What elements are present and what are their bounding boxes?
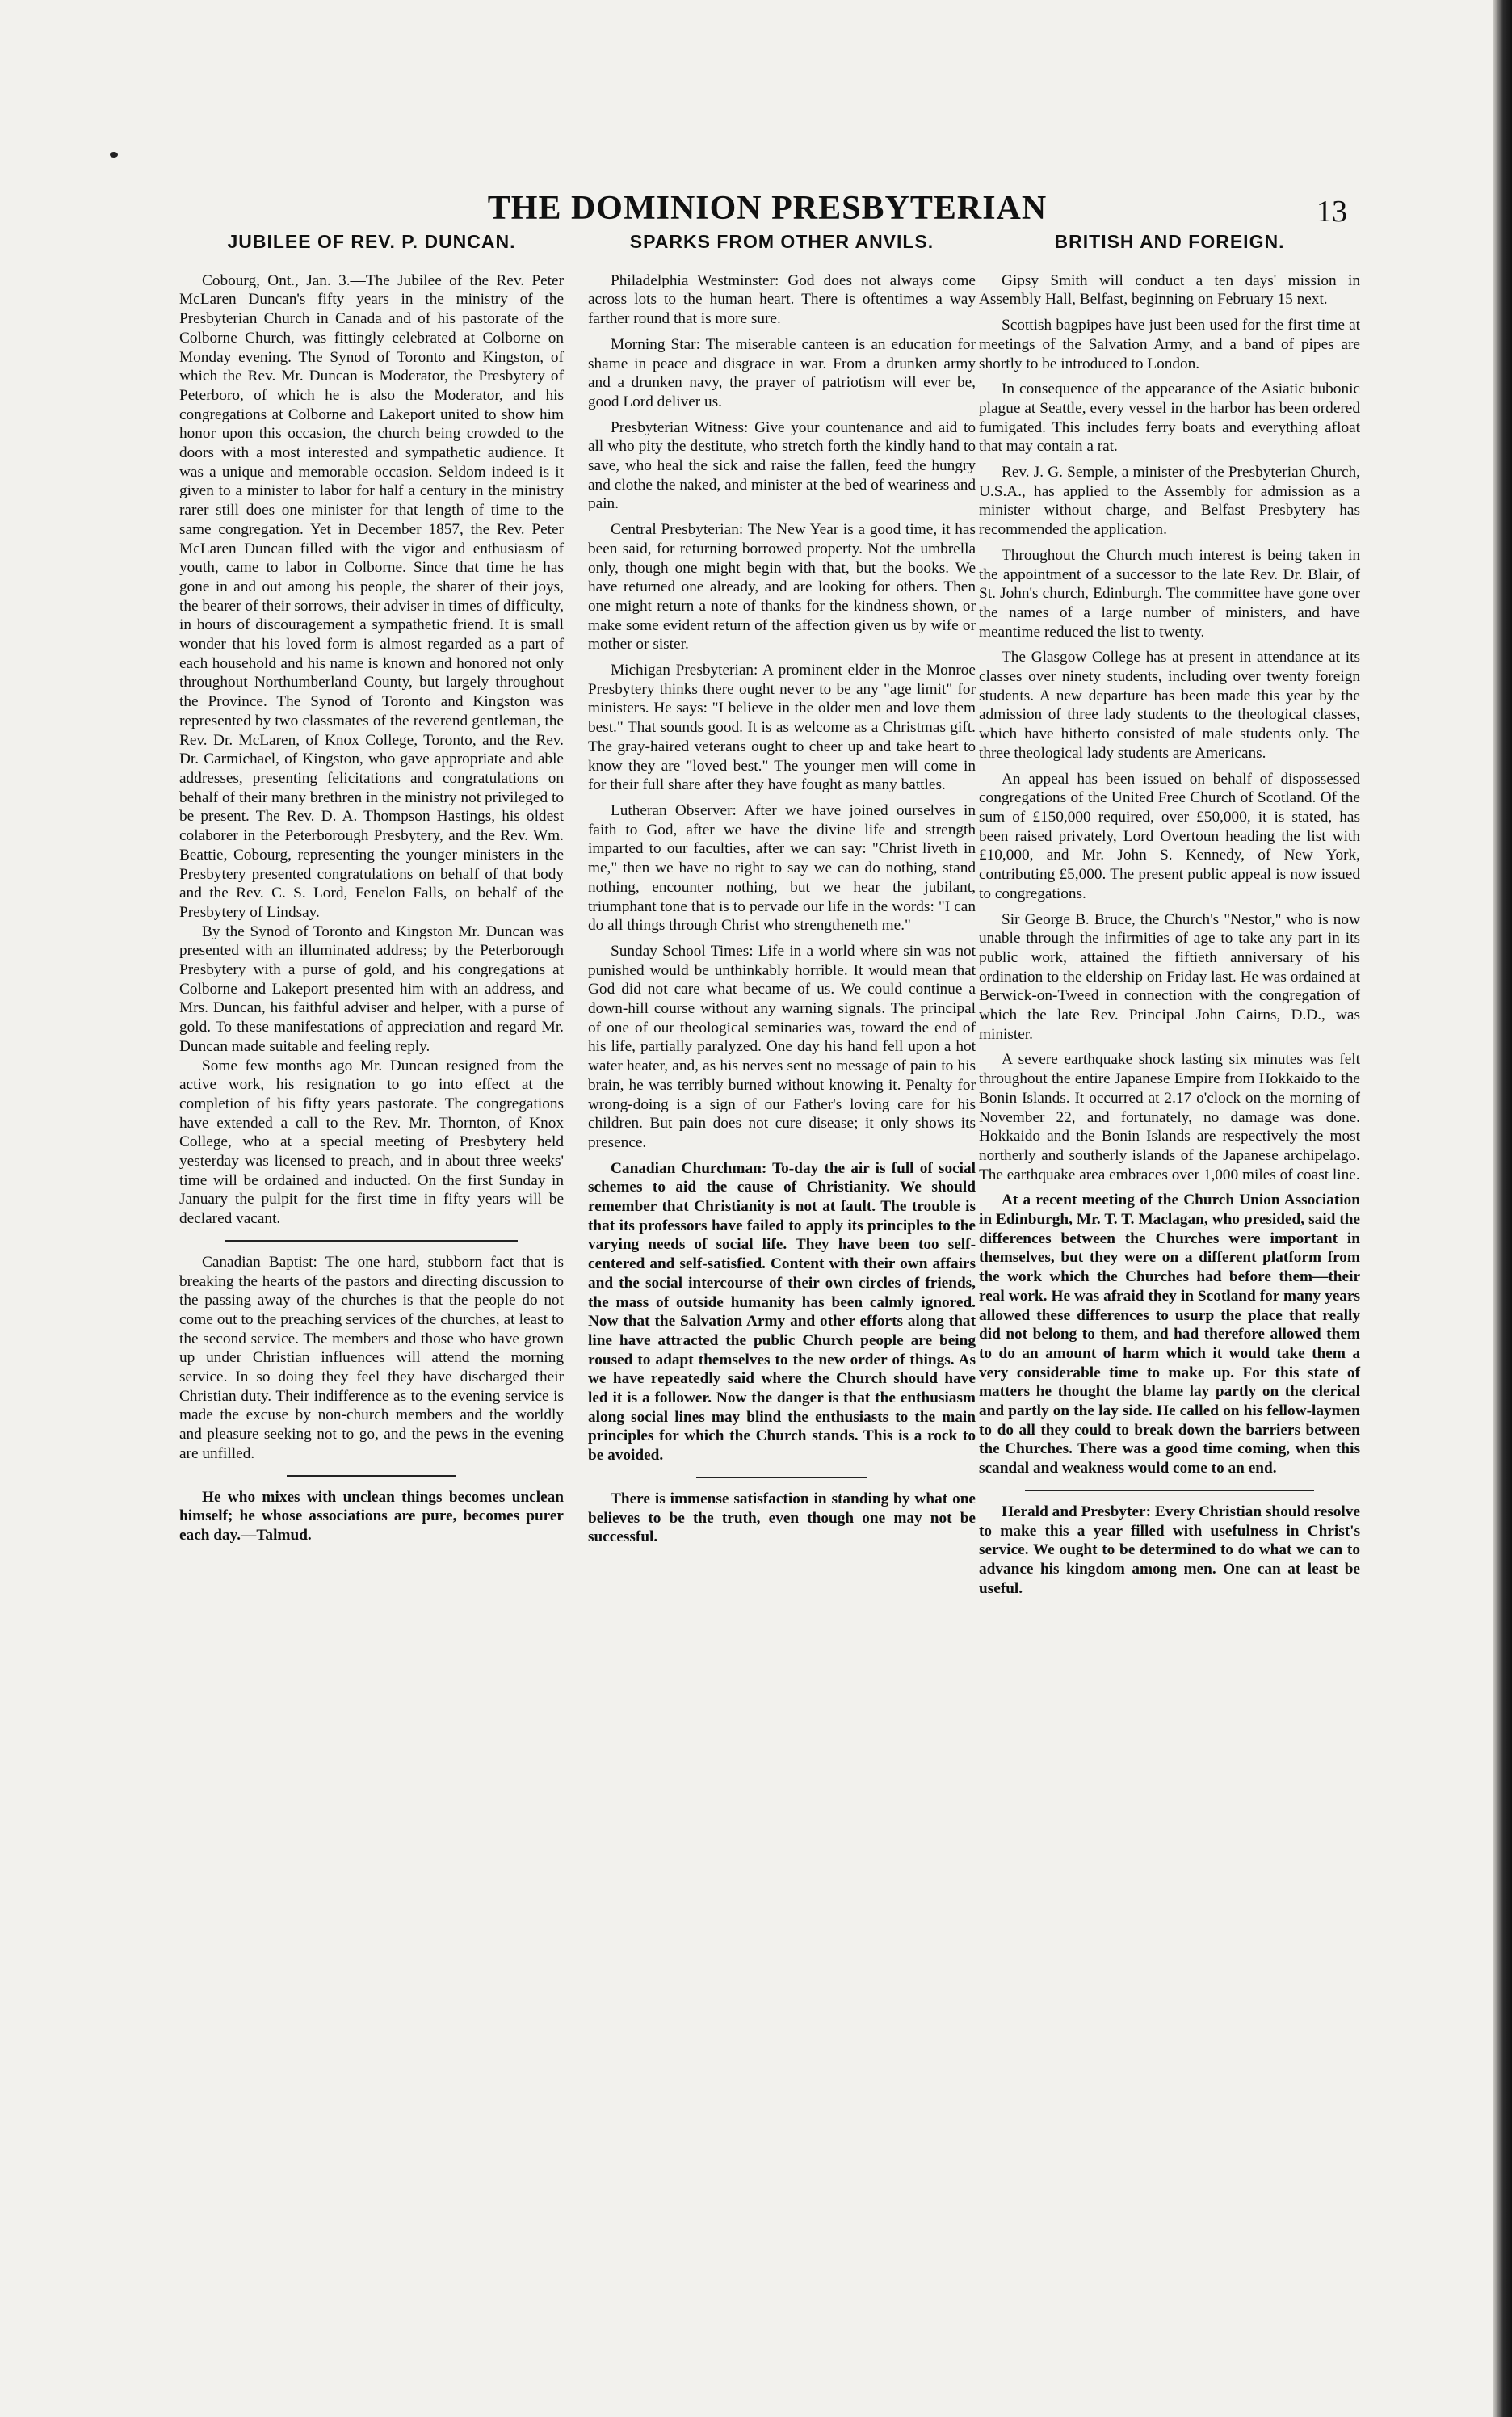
news-item: An appeal has been issued on behalf of dispossessed congregations of the United Free Church of Scotland. Of the sum of £150,000 required, over £50,000, it is stated, has been raised privately, Lord Overtoun heading the list with £10,000, and Mr. John S. Kennedy, of New York, contributing £5,000. The present public appeal is now issued to congregations.: [979, 770, 1360, 902]
article-paragraph: Lutheran Observer: After we have joined ourselves in faith to God, after we have the divine life and strength imparted to our faculties, after we can say: "Christ liveth in me," then we have no right to say we can do nothing, stand nothing, encounter nothing, but we hear the jubilant, triumphant tone that is to pervade our life in the words: "I can do all things through Christ who strengtheneth me.": [588, 801, 976, 935]
news-item: A severe earthquake shock lasting six minutes was felt throughout the entire Japanese Empire from Hokkaido to the Bonin Islands. It occurred at 2.17 o'clock on the morning of November 22, and fortunately, no damage was done. Hokkaido and the Bonin Islands are respectively the most northerly and southerly islands of the Japanese archipelago. The earthquake area embraces over 1,000 miles of coast line.: [979, 1051, 1360, 1183]
article-paragraph: Canadian Baptist: The one hard, stubborn fact that is breaking the hearts of the pastors and directing discussion to the passing away of the churches is that the people do not come out to the preaching services of the churches, at least to the second service. The members and those who have grown up under Christian influences will attend the morning service. In so doing they feel they have discharged their Christian duty. Their indifference as to the evening service is made the excuse by non-church members and the worldly and pleasure seeking not to go, and the pews in the evening are unfilled.: [179, 1253, 564, 1462]
column-divider-rule: [1025, 1490, 1315, 1491]
article-paragraph: Canadian Churchman: To-day the air is full of social schemes to aid the cause of Christianity. We should remember that Christianity is not at fault. The trouble is that its professors have failed to apply its principles to the varying needs of social life. They have been too self-centered and self-satisfied. Content with their own affairs and the social intercourse of their own circles of friends, the mass of outside humanity has been calmly ignored. Now that the Salvation Army and other efforts along that line have attracted the public Church people are being roused to adapt themselves to the new order of things. As we have repeatedly said where the Church should have led it is a follower. Now the danger is that the enthusiasm along social lines may blind the enthusiasts to the main principles for which the Church stands. This is a rock to be avoided.: [588, 1159, 976, 1465]
column-left: [179, 233, 564, 1552]
article-paragraph: Michigan Presbyterian: A prominent elder in the Monroe Presbytery thinks there ought never to be any "age limit" for ministers. He says: "I believe in the older men and love them best." That sounds good. It is as welcome as a Christmas gift. The gray-haired veterans ought to cheer up and take heart to know they are "loved best." The younger men will come in for their full share after they have fought as many battles.: [588, 662, 976, 794]
column-heading-jubilee: JUBILEE OF REV. P. DUNCAN.: [227, 231, 516, 252]
article-paragraph: Philadelphia Westminster: God does not always come across lots to the human heart. There is oftentimes a way farther round that is more sure.: [588, 271, 976, 328]
news-item: Rev. J. G. Semple, a minister of the Presbyterian Church, U.S.A., has applied to the Assembly for admission as a minister without charge, and Belfast Presbytery has recommended the application.: [979, 464, 1360, 539]
masthead-title: THE DOMINION PRESBYTERIAN: [487, 190, 1048, 227]
article-paragraph: Presbyterian Witness: Give your countenance and aid to all who pity the destitute, who stretch forth the kindly hand to save, who heal the sick and raise the fallen, feed the hungry and clothe the naked, and minister at the bed of weariness and pain.: [588, 418, 976, 513]
column-divider-rule: [696, 1477, 867, 1478]
news-item: In consequence of the appearance of the Asiatic bubonic plague at Seattle, every vessel in the harbor has been ordered fumigated. This includes ferry boats and everything afloat that may contain a rat.: [979, 380, 1360, 456]
column-divider-rule: [287, 1475, 456, 1477]
article-paragraph: Some few months ago Mr. Duncan resigned from the active work, his resignation to go into effect at the completion of his fifty years pastorate. The congregations have extended a call to the Rev. Mr. Thornton, of Knox College, who at a special meeting of Presbytery held yesterday was licensed to preach, and in about three weeks' time will be ordained and inducted. On the first Sunday in January the pulpit for the first time in fifty years will be declared vacant.: [179, 1057, 564, 1228]
article-paragraph: By the Synod of Toronto and Kingston Mr. Duncan was presented with an illuminated address; by the Peterborough Presbytery with a purse of gold, and his congregations at Colborne and Lakeport presented him with an address, and Mrs. Duncan, his faithful adviser and helper, with a purse of gold. To these manifestations of appreciation and regard Mr. Duncan made suitable and feeling reply.: [179, 923, 564, 1055]
article-paragraph: Morning Star: The miserable canteen is an education for shame in peace and disgrace in war. From a drunken army and a drunken navy, the prayer of patriotism will ever be, good Lord deliver us.: [588, 335, 976, 410]
page-edge-shadow: [1493, 0, 1512, 2417]
column-divider-rule: [225, 1240, 518, 1242]
news-item: Sir George B. Bruce, the Church's "Nestor," who is now unable through the infirmities of age to take any part in its public work, attained the fiftieth anniversary of his ordination to the eldership on Friday last. He was ordained at Berwick-on-Tweed in connection with the congregation of which the late Rev. Principal John Cairns, D.D., was minister.: [979, 910, 1360, 1043]
news-item: The Glasgow College has at present in attendance at its classes over ninety students, including over twenty foreign students. A new departure has been made this year by the admission of three lady students to the theological classes, which have hitherto consisted of male students only. The three theological lady students are Americans.: [979, 649, 1360, 762]
article-paragraph: Sunday School Times: Life in a world where sin was not punished would be unthinkably horrible. It would mean that God did not care what became of us. We could continue a down-hill course without any warning signals. The principal of one of our theological seminaries was, toward the end of his life, partially paralyzed. One day his hand fell upon a hot water heater, and, as his nerves sent no message of pain to his brain, he was terribly burned without knowing it. Penalty for wrong-doing is a sign of our Father's loving care for his children. But pain does not cure disease; it only shows its presence.: [588, 942, 976, 1151]
article-paragraph: Central Presbyterian: The New Year is a good time, it has been said, for returning borrowed property. Not the umbrella only, though one might begin with that, but the books. We have returned one already, and are looking for others. Then one might return a note of thanks for the kindness shown, or make some evident return of the affection given us by wife or mother or sister.: [588, 521, 976, 654]
column-right: [979, 233, 1360, 1604]
column-heading-sparks: SPARKS FROM OTHER ANVILS.: [629, 231, 934, 252]
closing-quote: He who mixes with unclean things becomes unclean himself; he whose associations are pure, becomes purer each day.—Talmud.: [179, 1488, 564, 1544]
news-item: Gipsy Smith will conduct a ten days' mission in Assembly Hall, Belfast, beginning on February 15 next.: [979, 271, 1360, 309]
news-item: Scottish bagpipes have just been used for the first time at meetings of the Salvation Army, and a band of pipes are shortly to be introduced to London.: [979, 317, 1360, 372]
column-heading-british-foreign: BRITISH AND FOREIGN.: [1054, 231, 1285, 252]
page-number: 13: [1317, 195, 1347, 229]
news-item: Throughout the Church much interest is being taken in the appointment of a successor to the late Rev. Dr. Blair, of St. John's church, Edinburgh. The committee have gone over the names of a large number of ministers, and have meantime reduced the list to twenty.: [979, 546, 1360, 641]
closing-quote: Herald and Presbyter: Every Christian should resolve to make this a year filled with usefulness in Christ's service. We ought to be determined to do what we can to advance his kingdom among men. One can at least be useful.: [979, 1503, 1360, 1597]
article-paragraph: Cobourg, Ont., Jan. 3.—The Jubilee of the Rev. Peter McLaren Duncan's fifty years in the ministry of the Presbyterian Church in Canada and of his pastorate of the Colborne Church, was fittingly celebrated at Colborne on Monday evening. The Synod of Toronto and Kingston, of which the Rev. Mr. Duncan is Moderator, the Presbytery of Peterboro, of which he is also the Moderator, and his congregations at Colborne and Lakeport united to show him honor upon this occasion, the church being crowded to the doors with a most interested and sympathetic audience. It was a unique and memorable occasion. Seldom indeed is it given to a minister to labor for half a century in the ministry rarer still does one minister for that length of time to the same congregation. Yet in December 1857, the Rev. Peter McLaren Duncan filled with the vigor and enthusiasm of youth, came to labor in Colborne. Since that time he has gone in and out among his people, the sharer of their joys, the bearer of their sorrows, their adviser in times of difficulty, in hours of discouragement a sympathetic friend. It is small wonder that his loved form is almost regarded as a part of each household and his name is known and honored not only throughout Northumberland County, but largely throughout the Province. The Synod of Toronto and Kingston was represented by two classmates of the reverend gentleman, the Rev. Dr. McLaren, of Knox College, Toronto, and the Rev. Dr. Carmichael, of Kingston, who gave appropriate and able addresses, presenting felicitations and congratulations on behalf of their many brethren in the ministry not privileged to be present. The Rev. D. A. Thompson Hastings, his oldest colaborer in the Peterborough Presbytery, and the Rev. Wm. Beattie, Cobourg, representing the younger ministers in the Presbytery presented congratulations on behalf of that body and the Rev. C. S. Lord, Fenelon Falls, on behalf of the Presbytery of Lindsay.: [179, 271, 564, 921]
column-middle: [588, 233, 976, 1553]
closing-quote: There is immense satisfaction in standing by what one believes to be the truth, even though one may not be successful.: [588, 1490, 976, 1546]
news-item: At a recent meeting of the Church Union Association in Edinburgh, Mr. T. T. Maclagan, who presided, said the differences between the Churches were important in themselves, but they were on a different platform from the work which the Churches had before them—their real work. He was afraid they in Scotland for many years allowed these differences to usurp the place that really did not belong to them, and had therefore allowed them to do an amount of harm which it would take them a very considerable time to make up. For this state of matters he thought the blame lay partly on the clerical and partly on the lay side. He called on his fellow-laymen to do all they could to break down the barriers between the Churches. There was a good time coming, when this scandal and weakness would come to an end.: [979, 1192, 1360, 1478]
ink-speck: [110, 152, 118, 158]
